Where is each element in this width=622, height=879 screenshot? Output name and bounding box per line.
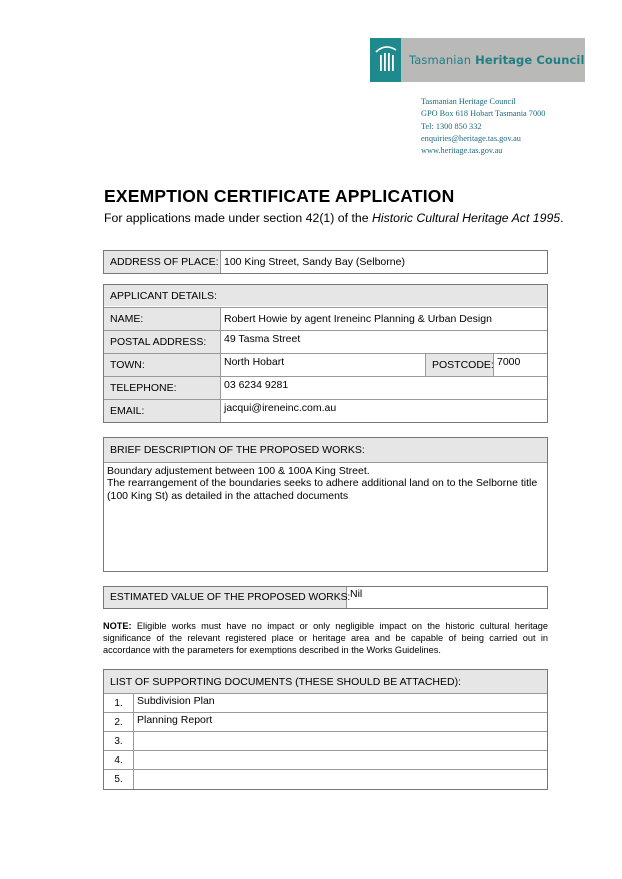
works-heading-row (104, 438, 547, 462)
email-row (104, 399, 547, 422)
heritage-council-logo (370, 38, 585, 82)
logo-text-regular: Tasmanian (409, 53, 472, 67)
town-label: TOWN: (104, 354, 221, 376)
name-label: NAME: (104, 308, 221, 330)
applicant-heading-row (104, 285, 547, 307)
email-field[interactable]: jacqui@ireneinc.com.au (224, 402, 337, 414)
document-number: 1. (104, 694, 134, 712)
works-description[interactable] (104, 463, 540, 571)
name-row (104, 307, 547, 330)
document-field[interactable] (134, 751, 547, 769)
applicant-box (103, 284, 548, 423)
document-number: 2. (104, 713, 134, 731)
address-label: ADDRESS OF PLACE: (104, 251, 221, 273)
document-field[interactable]: Subdivision Plan (137, 695, 215, 707)
document-field[interactable] (134, 732, 547, 750)
document-field[interactable] (134, 770, 547, 789)
columns-icon (370, 38, 401, 82)
note-label: NOTE: (103, 621, 132, 631)
documents-heading-row (104, 670, 547, 693)
telephone-row (104, 376, 547, 399)
logo-wordmark (401, 38, 585, 82)
telephone-field[interactable]: 03 6234 9281 (224, 379, 289, 391)
contact-org: Tasmanian Heritage Council (421, 97, 516, 106)
document-row (104, 769, 547, 789)
eligibility-note (103, 620, 548, 657)
value-field[interactable]: Nil (350, 588, 363, 600)
page-subtitle (104, 211, 564, 225)
town-row (104, 353, 547, 376)
subtitle-prefix: For applications made under section 42(1) of the (104, 211, 372, 225)
contact-website[interactable]: www.heritage.tas.gov.au (421, 146, 503, 156)
address-box (103, 250, 548, 274)
address-row (104, 251, 547, 273)
document-number: 4. (104, 751, 134, 769)
note-text: Eligible works must have no impact or only negligible impact on the historic cultural heritage significance of the relevant registered place or heritage area and be capable of being carried out in accordance with the parameters for exemptions described in the Works Guidelines. (103, 621, 548, 656)
subtitle-suffix: . (560, 211, 564, 225)
applicant-heading: APPLICANT DETAILS: (104, 285, 547, 306)
town-field[interactable]: North Hobart (221, 354, 426, 376)
value-label: ESTIMATED VALUE OF THE PROPOSED WORKS: (104, 587, 347, 608)
address-field[interactable]: 100 King Street, Sandy Bay (Selborne) (224, 256, 405, 268)
postal-field[interactable]: 49 Tasma Street (224, 333, 301, 345)
works-line: (100 King St) as detailed in the attached documents (107, 489, 349, 502)
documents-heading: LIST OF SUPPORTING DOCUMENTS (THESE SHOULD BE ATTACHED): (104, 670, 547, 693)
page-title: EXEMPTION CERTIFICATE APPLICATION (104, 186, 455, 206)
contact-block (421, 96, 545, 157)
document-field[interactable]: Planning Report (137, 714, 213, 726)
works-description-area[interactable] (104, 462, 547, 571)
contact-address: GPO Box 618 Hobart Tasmania 7000 (421, 109, 546, 119)
postcode-label: POSTCODE: (426, 354, 494, 376)
value-box (103, 586, 548, 609)
telephone-label: TELEPHONE: (104, 377, 221, 399)
contact-email[interactable]: enquiries@heritage.tas.gov.au (421, 133, 521, 143)
document-row (104, 750, 547, 769)
name-field[interactable]: Robert Howie by agent Ireneinc Planning & Urban Design (224, 313, 492, 325)
works-heading: BRIEF DESCRIPTION OF THE PROPOSED WORKS: (104, 438, 547, 462)
contact-phone: Tel: 1300 850 332 (421, 121, 482, 131)
works-line: The rearrangement of the boundaries seeks to adhere additional land on to the Selborne title (107, 477, 538, 490)
document-row (104, 731, 547, 750)
works-line: Boundary adjustement between 100 & 100A King Street. (107, 465, 370, 477)
logo-text-bold: Heritage Council (475, 53, 585, 67)
postcode-field[interactable]: 7000 (497, 356, 521, 368)
document-number: 3. (104, 732, 134, 750)
document-number: 5. (104, 770, 134, 789)
document-row (104, 693, 547, 712)
postal-row (104, 330, 547, 353)
subtitle-act: Historic Cultural Heritage Act 1995 (371, 211, 561, 225)
document-row (104, 712, 547, 731)
postal-label: POSTAL ADDRESS: (104, 331, 221, 353)
email-label: EMAIL: (104, 400, 221, 422)
documents-box (103, 669, 548, 790)
works-box (103, 437, 548, 572)
value-row (104, 587, 547, 608)
